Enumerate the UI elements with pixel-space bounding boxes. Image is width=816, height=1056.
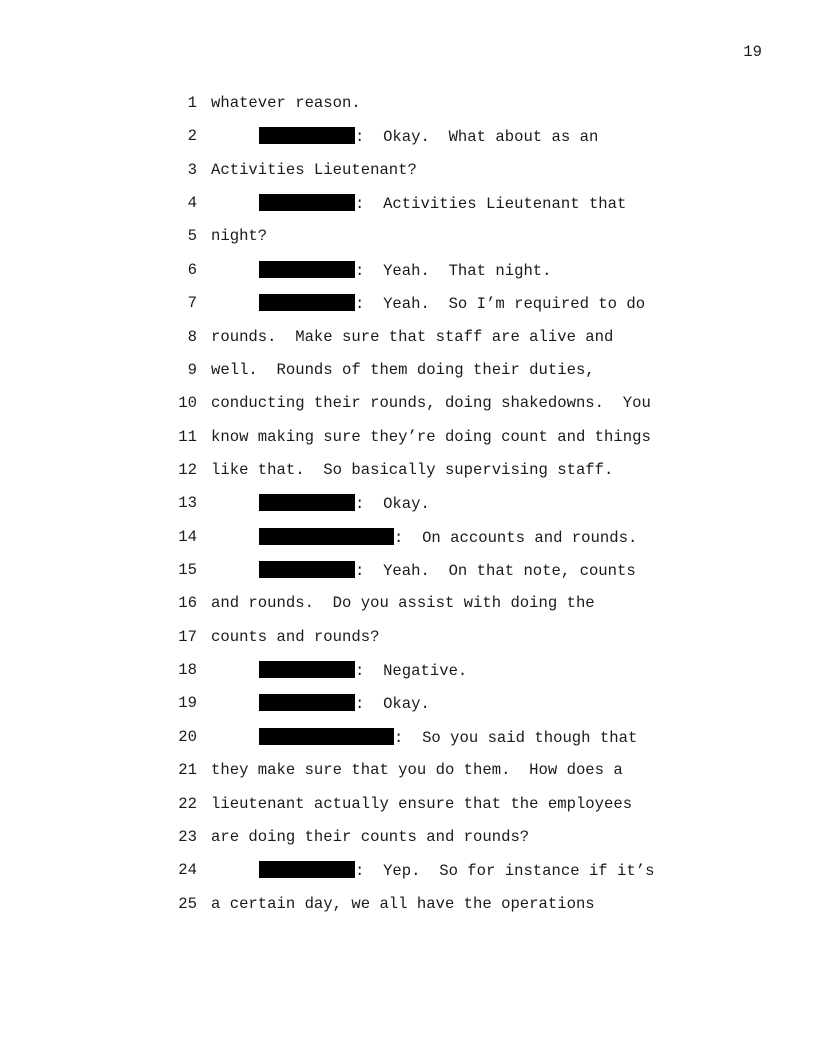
transcript-line [0, 161, 816, 194]
redacted-speaker-name [259, 561, 355, 578]
transcript-line [0, 594, 816, 627]
line-text [211, 761, 623, 779]
speaker-line-text [259, 661, 467, 680]
line-number: 25 [178, 894, 197, 913]
line-content: conducting their rounds, doing shakedowns. You [211, 394, 651, 413]
line-text [211, 795, 632, 813]
line-number: 18 [178, 661, 197, 680]
line-number: 12 [178, 460, 197, 479]
speaker-line-text [259, 861, 654, 880]
line-number: 17 [178, 627, 197, 646]
line-number: 5 [187, 227, 197, 246]
line-number: 14 [178, 527, 197, 546]
line-text [211, 94, 361, 112]
line-number: 24 [178, 861, 197, 880]
line-content: : On accounts and rounds. [394, 528, 638, 547]
transcript-line [0, 294, 816, 327]
line-number: 2 [187, 127, 197, 146]
transcript-line [0, 895, 816, 928]
line-number: 4 [187, 194, 197, 213]
transcript-line [0, 694, 816, 727]
line-number: 10 [178, 394, 197, 413]
transcript-line [0, 361, 816, 394]
line-content: : Yep. So for instance if it’s [355, 862, 655, 881]
speaker-line-text [259, 127, 598, 146]
line-text [211, 895, 595, 913]
line-content: : Okay. What about as an [355, 128, 599, 147]
line-text [211, 394, 651, 412]
line-number: 13 [178, 494, 197, 513]
speaker-line-text [259, 528, 637, 547]
line-text [211, 828, 529, 846]
redacted-speaker-name [259, 528, 394, 545]
transcript-line [0, 194, 816, 227]
line-content: lieutenant actually ensure that the employees [211, 794, 633, 813]
transcript-line [0, 428, 816, 461]
line-number: 1 [187, 94, 197, 112]
transcript-line [0, 261, 816, 294]
line-text [211, 328, 613, 346]
page-number: 19 [743, 43, 762, 61]
transcript-line [0, 127, 816, 160]
speaker-line-text [259, 194, 626, 213]
redacted-speaker-name [259, 494, 355, 511]
line-content: counts and rounds? [211, 627, 380, 646]
line-number: 23 [178, 827, 197, 846]
line-text [211, 628, 379, 646]
transcript-line [0, 227, 816, 260]
line-content: a certain day, we all have the operations [211, 894, 595, 913]
speaker-line-text [259, 494, 430, 513]
line-content: like that. So basically supervising staff. [211, 460, 614, 479]
line-content: : Negative. [355, 662, 468, 681]
line-number: 19 [178, 694, 197, 713]
transcript-body [0, 94, 816, 928]
line-text [211, 461, 613, 479]
line-content: they make sure that you do them. How does a [211, 761, 623, 780]
redacted-speaker-name [259, 861, 355, 878]
line-number: 20 [178, 727, 197, 746]
line-text [211, 227, 267, 245]
line-content: : Yeah. On that note, counts [355, 562, 636, 581]
line-content: know making sure they’re doing count and things [211, 427, 651, 446]
speaker-line-text [259, 728, 637, 747]
line-number: 22 [178, 794, 197, 813]
transcript-line [0, 328, 816, 361]
transcript-line [0, 94, 816, 127]
transcript-line [0, 828, 816, 861]
line-number: 11 [178, 427, 197, 446]
speaker-line-text [259, 261, 552, 280]
line-text [211, 161, 417, 179]
line-number: 15 [178, 561, 197, 580]
line-number: 7 [187, 294, 197, 313]
transcript-line [0, 761, 816, 794]
speaker-line-text [259, 694, 430, 713]
line-content: rounds. Make sure that staff are alive and [211, 327, 614, 346]
line-content: : Yeah. So I’m required to do [355, 295, 646, 314]
transcript-line [0, 795, 816, 828]
transcript-line [0, 861, 816, 894]
line-content: : Activities Lieutenant that [355, 195, 627, 214]
transcript-line [0, 528, 816, 561]
transcript-line [0, 628, 816, 661]
redacted-speaker-name [259, 261, 355, 278]
line-text [211, 594, 595, 612]
line-content: and rounds. Do you assist with doing the [211, 594, 595, 613]
line-number: 6 [187, 260, 197, 279]
transcript-line [0, 561, 816, 594]
line-content: Activities Lieutenant? [211, 160, 417, 179]
speaker-line-text [259, 294, 645, 313]
line-content: whatever reason. [211, 94, 361, 112]
speaker-line-text [259, 561, 636, 580]
line-number: 3 [187, 160, 197, 179]
redacted-speaker-name [259, 294, 355, 311]
line-content: : Okay. [355, 695, 430, 714]
line-number: 8 [187, 327, 197, 346]
transcript-line [0, 461, 816, 494]
line-content: are doing their counts and rounds? [211, 827, 530, 846]
redacted-speaker-name [259, 728, 394, 745]
transcript-line [0, 394, 816, 427]
transcript-line [0, 494, 816, 527]
line-number: 21 [178, 761, 197, 780]
line-content: : Okay. [355, 495, 430, 514]
line-content: : Yeah. That night. [355, 261, 552, 280]
redacted-speaker-name [259, 127, 355, 144]
line-number: 16 [178, 594, 197, 613]
line-number: 9 [187, 360, 197, 379]
line-content: night? [211, 227, 268, 246]
transcript-line [0, 661, 816, 694]
redacted-speaker-name [259, 661, 355, 678]
redacted-speaker-name [259, 194, 355, 211]
line-text [211, 428, 651, 446]
line-text [211, 361, 595, 379]
line-content: well. Rounds of them doing their duties, [211, 360, 595, 379]
line-content: : So you said though that [394, 728, 638, 747]
transcript-line [0, 728, 816, 761]
redacted-speaker-name [259, 694, 355, 711]
